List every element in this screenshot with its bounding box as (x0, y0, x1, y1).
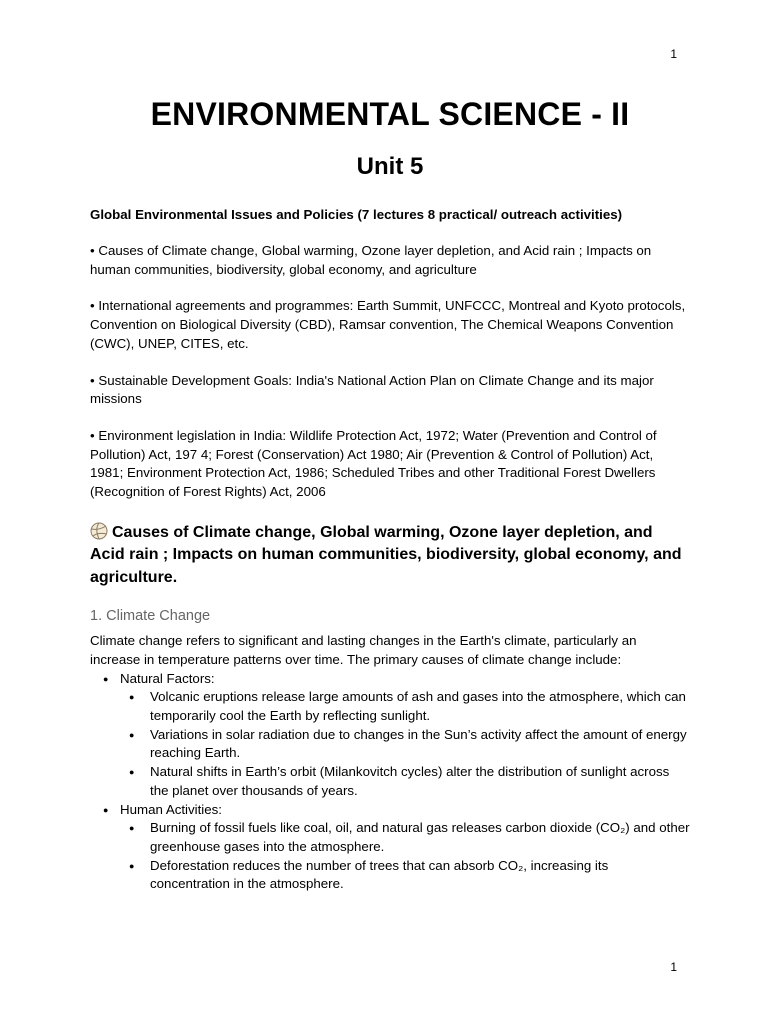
list-item: ● Volcanic eruptions release large amounts of ash and gases into the atmosphere, which can temporarily cool the Earth by reflecting sunlight. (90, 688, 690, 725)
volleyball-icon (90, 522, 108, 540)
syllabus-point: • Sustainable Development Goals: India's National Action Plan on Climate Change and its major missions (90, 372, 654, 407)
list-item (90, 670, 690, 801)
page-number-top: 1 (670, 47, 677, 61)
subsection-heading: 1. Climate Change (90, 608, 211, 625)
syllabus-point: • Environment legislation in India: Wildlife Protection Act, 1972; Water (Prevention and Control of Pollution) Act, 197 4; Forest (Conservation) Act 1980; Air (Prevention & Control of Pollution) Act, 1981; Environment Protection Act, 1986; Scheduled Tribes and other Traditional Forest Dwellers (Recognition of Forest Rights) Act, 2006 (90, 427, 657, 500)
list-item: ● Variations in solar radiation due to changes in the Sun’s activity affect the amount of energy reaching Earth. (90, 726, 690, 763)
unit-title: Unit 5 (356, 153, 424, 180)
section-heading-text: Causes of Climate change, Global warming, Ozone layer depletion, and Acid rain ; Impacts on human communities, biodiversity, global economy, and agriculture. (90, 523, 682, 586)
document-title: ENVIRONMENTAL SCIENCE - II (150, 96, 630, 132)
list-item-label: Human Activities: (120, 801, 222, 817)
intro-paragraph: Climate change refers to significant and lasting changes in the Earth's climate, particularly an increase in temperature patterns over time. The primary causes of climate change include: (90, 633, 637, 667)
causes-list (90, 670, 690, 894)
syllabus-point: • International agreements and programmes: Earth Summit, UNFCCC, Montreal and Kyoto protocols, Convention on Biological Diversity (CBD), Ramsar convention, The Chemical Weapons Convention (CWC), UNEP, CITES, etc. (90, 298, 686, 351)
page-number-bottom: 1 (670, 960, 677, 974)
list-item: ● Natural shifts in Earth’s orbit (Milankovitch cycles) alter the distribution of sunlight across the planet over thousands of years. (90, 763, 690, 800)
syllabus-heading: Global Environmental Issues and Policies (7 lectures 8 practical/ outreach activities) (90, 207, 623, 222)
section-heading (90, 522, 690, 590)
list-item: ● Deforestation reduces the number of trees that can absorb CO₂, increasing its concentration in the atmosphere. (90, 857, 690, 894)
sub-list (120, 819, 690, 894)
list-item (90, 801, 690, 895)
sub-list (120, 688, 690, 800)
syllabus-point: • Causes of Climate change, Global warming, Ozone layer depletion, and Acid rain ; Impacts on human communities, biodiversity, global economy, and agriculture (90, 243, 652, 277)
list-item: ● Burning of fossil fuels like coal, oil, and natural gas releases carbon dioxide (CO₂) and other greenhouse gases into the atmosphere. (90, 819, 690, 856)
document-body (90, 88, 690, 894)
list-item-label: Natural Factors: (120, 670, 215, 686)
